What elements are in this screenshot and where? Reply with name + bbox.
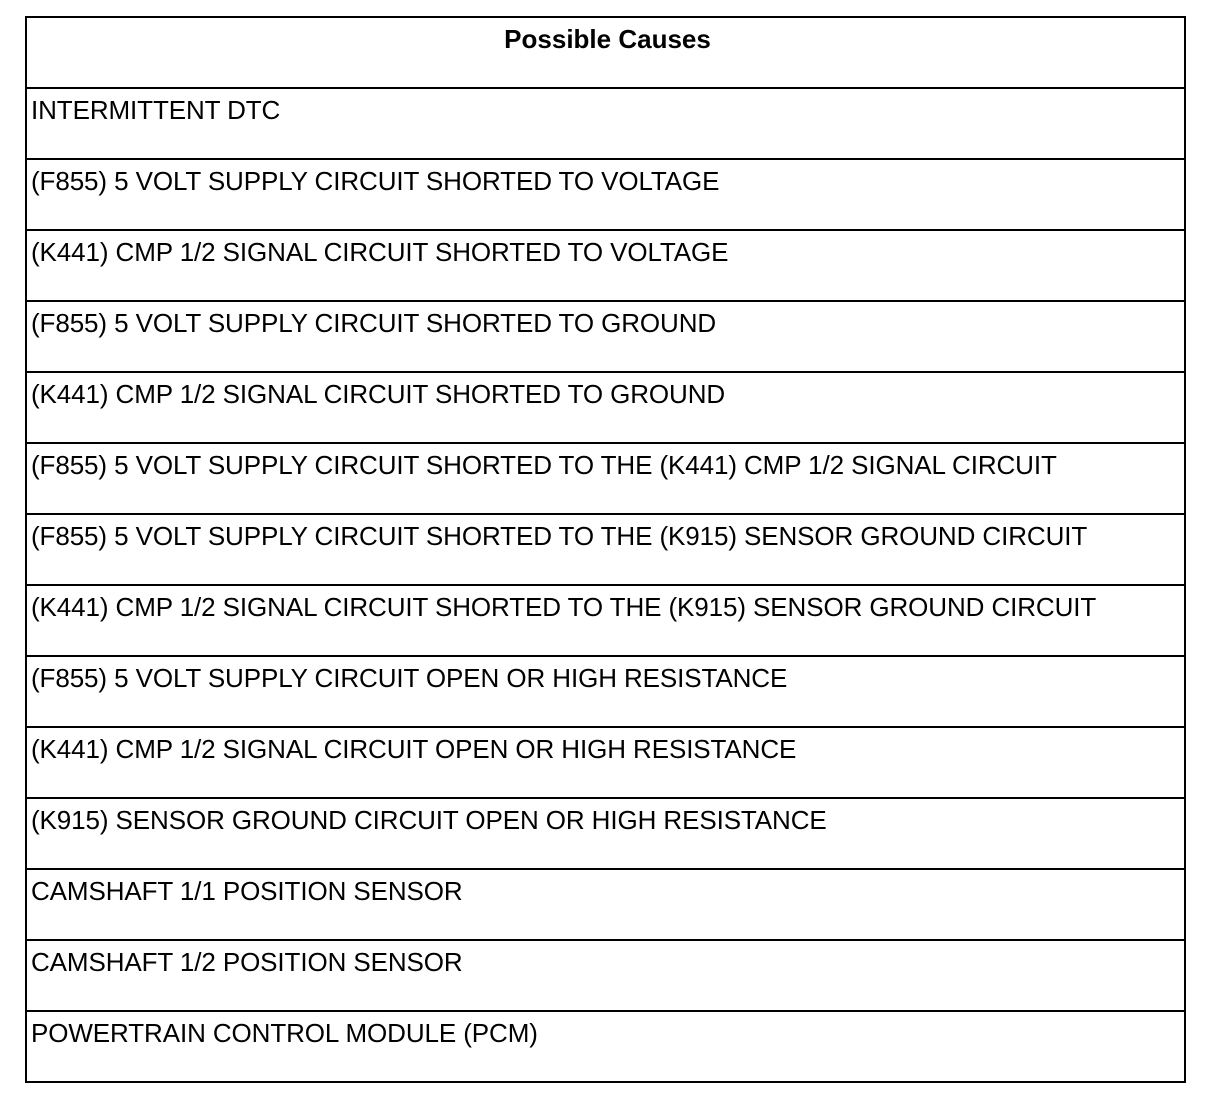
table-row — [26, 514, 1185, 585]
table-row — [26, 585, 1185, 656]
table-row — [26, 727, 1185, 798]
cause-cell: (K441) CMP 1/2 SIGNAL CIRCUIT SHORTED TO THE (K915) SENSOR GROUND CIRCUIT — [26, 585, 1185, 656]
cause-cell: (K441) CMP 1/2 SIGNAL CIRCUIT SHORTED TO VOLTAGE — [26, 230, 1185, 301]
table-row — [26, 1011, 1185, 1082]
cause-cell: (F855) 5 VOLT SUPPLY CIRCUIT SHORTED TO GROUND — [26, 301, 1185, 372]
table-row — [26, 88, 1185, 159]
cause-cell: POWERTRAIN CONTROL MODULE (PCM) — [26, 1011, 1185, 1082]
table-row — [26, 656, 1185, 727]
table-row — [26, 940, 1185, 1011]
table-row — [26, 301, 1185, 372]
table-row — [26, 159, 1185, 230]
table-header-row — [26, 17, 1185, 88]
cause-cell: (F855) 5 VOLT SUPPLY CIRCUIT SHORTED TO THE (K441) CMP 1/2 SIGNAL CIRCUIT — [26, 443, 1185, 514]
cause-cell: (K915) SENSOR GROUND CIRCUIT OPEN OR HIGH RESISTANCE — [26, 798, 1185, 869]
cause-cell: (F855) 5 VOLT SUPPLY CIRCUIT SHORTED TO THE (K915) SENSOR GROUND CIRCUIT — [26, 514, 1185, 585]
cause-cell: (F855) 5 VOLT SUPPLY CIRCUIT SHORTED TO VOLTAGE — [26, 159, 1185, 230]
table-row — [26, 443, 1185, 514]
table-row — [26, 798, 1185, 869]
cause-cell: CAMSHAFT 1/2 POSITION SENSOR — [26, 940, 1185, 1011]
column-header-possible-causes: Possible Causes — [26, 17, 1185, 88]
cause-cell: CAMSHAFT 1/1 POSITION SENSOR — [26, 869, 1185, 940]
table-row — [26, 372, 1185, 443]
possible-causes-table — [25, 16, 1186, 1083]
table-row — [26, 869, 1185, 940]
table-row — [26, 230, 1185, 301]
cause-cell: (F855) 5 VOLT SUPPLY CIRCUIT OPEN OR HIGH RESISTANCE — [26, 656, 1185, 727]
cause-cell: (K441) CMP 1/2 SIGNAL CIRCUIT SHORTED TO GROUND — [26, 372, 1185, 443]
cause-cell: (K441) CMP 1/2 SIGNAL CIRCUIT OPEN OR HIGH RESISTANCE — [26, 727, 1185, 798]
cause-cell: INTERMITTENT DTC — [26, 88, 1185, 159]
